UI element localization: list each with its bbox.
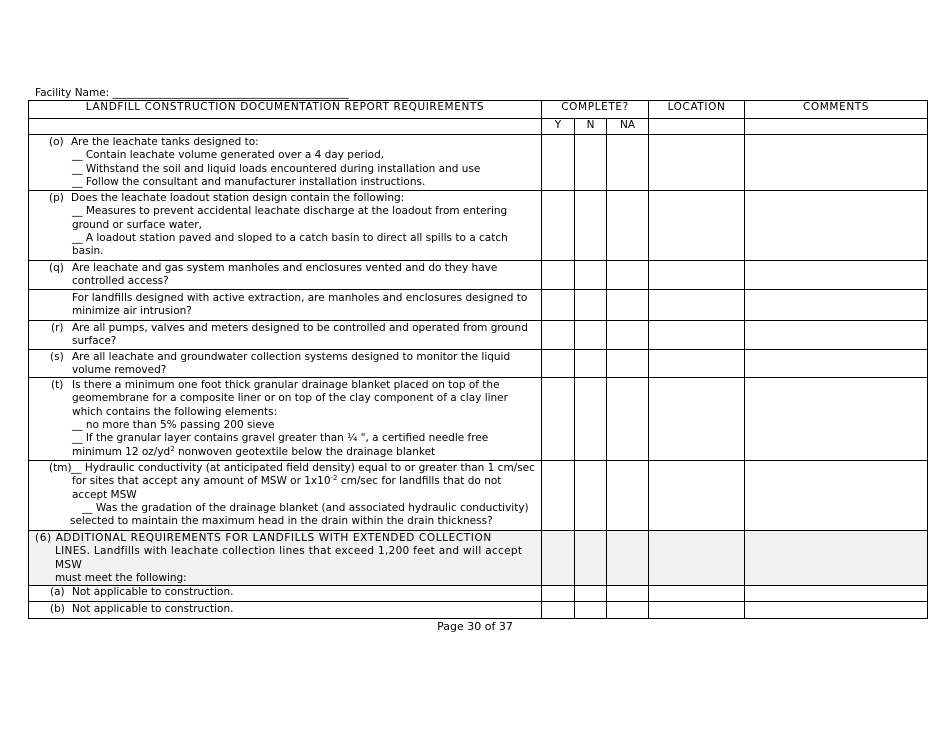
sub-item: __ Withstand the soil and liquid loads encountered during installation and use: [72, 162, 481, 175]
sub-item-cont: basin.: [72, 245, 104, 258]
y-checkbox[interactable]: [542, 586, 575, 602]
na-checkbox[interactable]: [607, 586, 649, 602]
sub-item: __ no more than 5% passing 200 sieve: [72, 419, 275, 432]
location-cell[interactable]: [649, 602, 745, 619]
na-checkbox[interactable]: [607, 321, 649, 350]
requirement-b: [29, 602, 542, 619]
header-row: [29, 101, 928, 119]
location-cell[interactable]: [649, 586, 745, 602]
table-row: [29, 290, 928, 321]
geotextile-text: minimum 12 oz/yd: [72, 445, 171, 458]
na-checkbox[interactable]: [607, 349, 649, 378]
requirement-text: accept MSW: [72, 488, 137, 501]
requirement-text: __ Hydraulic conductivity (at anticipated field density) equal to or greater than 1 cm/sec: [71, 462, 535, 475]
n-checkbox[interactable]: [575, 602, 607, 619]
n-checkbox[interactable]: [575, 135, 607, 191]
item-label: (p): [49, 192, 64, 204]
comments-cell[interactable]: [745, 135, 928, 191]
requirement-p: [29, 191, 542, 261]
section-text: LINES. Landfills with leachate collection lines that exceed 1,200 feet and will accept MSW: [55, 545, 523, 571]
requirement-tm: [29, 461, 542, 531]
subheader-blank: [29, 119, 542, 135]
item-label: (tm): [49, 462, 72, 475]
na-checkbox[interactable]: [607, 135, 649, 191]
sub-item-cont: ground or surface water,: [72, 218, 202, 231]
n-checkbox[interactable]: [575, 290, 607, 321]
location-cell[interactable]: [649, 378, 745, 461]
facility-name-field: [35, 87, 349, 99]
requirement-t: [29, 378, 542, 461]
y-checkbox[interactable]: [542, 135, 575, 191]
location-cell[interactable]: [649, 191, 745, 261]
requirement-a: [29, 586, 542, 602]
superscript: -2: [330, 474, 338, 483]
y-checkbox[interactable]: [542, 261, 575, 290]
na-checkbox[interactable]: [607, 602, 649, 619]
requirement-text: which contains the following elements:: [72, 405, 278, 418]
conductivity-text: for sites that accept any amount of MSW or 1x10: [72, 475, 331, 488]
requirement-text: Not applicable to construction.: [72, 603, 234, 616]
requirement-q: [29, 261, 542, 290]
superscript: 2: [170, 444, 175, 453]
comments-cell[interactable]: [745, 191, 928, 261]
subheader-n: N: [575, 119, 607, 135]
table-row: [29, 349, 928, 378]
requirement-text: selected to maintain the maximum head in the drain within the drain thickness?: [70, 515, 493, 528]
sub-item-cont: [72, 446, 535, 459]
table-row: [29, 378, 928, 461]
item-label: (q): [49, 262, 64, 274]
geotextile-text-end: nonwoven geotextile below the drainage blanket: [174, 445, 436, 458]
location-cell[interactable]: [649, 290, 745, 321]
subheader-location-blank: [649, 119, 745, 135]
na-checkbox[interactable]: [607, 461, 649, 531]
location-cell[interactable]: [649, 349, 745, 378]
facility-name-blank: _____________________________________________: [112, 87, 349, 99]
y-checkbox[interactable]: [542, 349, 575, 378]
requirement-text: minimize air intrusion?: [72, 305, 192, 318]
section-row: [29, 531, 928, 586]
n-checkbox[interactable]: [575, 191, 607, 261]
requirement-s: [29, 349, 542, 378]
comments-cell[interactable]: [745, 586, 928, 602]
subheader-na: NA: [607, 119, 649, 135]
section-text: must meet the following:: [55, 572, 187, 585]
header-complete: COMPLETE?: [542, 101, 649, 119]
subheader-comments-blank: [745, 119, 928, 135]
comments-cell[interactable]: [745, 321, 928, 350]
y-checkbox: [542, 531, 575, 586]
page-number: Page 30 of 37: [437, 620, 513, 633]
requirement-o: [29, 135, 542, 191]
n-checkbox[interactable]: [575, 586, 607, 602]
table-row: [29, 191, 928, 261]
comments-cell: [745, 531, 928, 586]
sub-item: __ Contain leachate volume generated over a 4 day period,: [72, 149, 385, 162]
item-label: (r): [51, 322, 64, 334]
na-checkbox[interactable]: [607, 191, 649, 261]
comments-cell[interactable]: [745, 461, 928, 531]
n-checkbox[interactable]: [575, 461, 607, 531]
requirement-text: Are all pumps, valves and meters designed to be controlled and operated from ground: [72, 322, 528, 334]
requirement-text: surface?: [72, 335, 117, 348]
requirement-text: Are the leachate tanks designed to:: [71, 136, 259, 148]
location-cell: [649, 531, 745, 586]
comments-cell[interactable]: [745, 349, 928, 378]
requirements-table: [28, 100, 928, 619]
na-checkbox[interactable]: [607, 290, 649, 321]
y-checkbox[interactable]: [542, 461, 575, 531]
requirement-q-active-extraction: [29, 290, 542, 321]
y-checkbox[interactable]: [542, 602, 575, 619]
table-row: [29, 135, 928, 191]
table-row: [29, 321, 928, 350]
requirement-text: Is there a minimum one foot thick granular drainage blanket placed on top of the: [72, 379, 500, 392]
sub-item: __ Measures to prevent accidental leachate discharge at the loadout from entering: [72, 205, 508, 218]
facility-name-label: Facility Name:: [35, 87, 110, 99]
comments-cell[interactable]: [745, 261, 928, 290]
requirement-text: Are leachate and gas system manholes and enclosures vented and do they have: [72, 262, 498, 274]
header-location: LOCATION: [649, 101, 745, 119]
table-row: [29, 586, 928, 602]
sub-item: __ If the granular layer contains gravel greater than ¼ ", a certified needle free: [72, 432, 489, 445]
conductivity-text-end: cm/sec for landfills that do not: [337, 475, 502, 488]
table-row: [29, 261, 928, 290]
sub-item: __ Follow the consultant and manufacturer installation instructions.: [72, 175, 426, 188]
n-checkbox[interactable]: [575, 261, 607, 290]
na-checkbox[interactable]: [607, 378, 649, 461]
na-checkbox: [607, 531, 649, 586]
location-cell[interactable]: [649, 261, 745, 290]
item-label: (o): [49, 136, 64, 148]
requirement-r: [29, 321, 542, 350]
header-comments: COMMENTS: [745, 101, 928, 119]
location-cell[interactable]: [649, 461, 745, 531]
item-label: (t): [51, 379, 64, 392]
requirement-text: controlled access?: [72, 275, 169, 288]
location-cell[interactable]: [649, 321, 745, 350]
section-6-heading: [29, 531, 542, 586]
requirement-text: For landfills designed with active extraction, are manholes and enclosures designed to: [72, 292, 528, 304]
subheader-y: Y: [542, 119, 575, 135]
item-label: (s): [50, 350, 64, 363]
y-checkbox[interactable]: [542, 378, 575, 461]
location-cell[interactable]: [649, 135, 745, 191]
n-checkbox[interactable]: [575, 321, 607, 350]
header-requirements: LANDFILL CONSTRUCTION DOCUMENTATION REPORT REQUIREMENTS: [29, 101, 542, 119]
y-checkbox[interactable]: [542, 321, 575, 350]
table-row: [29, 461, 928, 531]
item-label: (b): [50, 603, 65, 616]
item-label: (a): [50, 586, 65, 599]
subheader-row: [29, 119, 928, 135]
table-row: [29, 602, 928, 619]
sub-item: __ Was the gradation of the drainage blanket (and associated hydraulic conductivity): [82, 502, 529, 515]
requirement-text: geomembrane for a composite liner or on top of the clay component of a clay liner: [72, 392, 508, 405]
na-checkbox[interactable]: [607, 261, 649, 290]
n-checkbox: [575, 531, 607, 586]
requirement-text: Are all leachate and groundwater collection systems designed to monitor the liquid: [72, 350, 511, 363]
comments-cell[interactable]: [745, 378, 928, 461]
requirement-text: volume removed?: [72, 363, 167, 376]
comments-cell[interactable]: [745, 290, 928, 321]
requirement-text: [72, 475, 535, 488]
section-title: (6) ADDITIONAL REQUIREMENTS FOR LANDFILLS WITH EXTENDED COLLECTION: [35, 532, 492, 545]
y-checkbox[interactable]: [542, 290, 575, 321]
n-checkbox[interactable]: [575, 378, 607, 461]
comments-cell[interactable]: [745, 602, 928, 619]
n-checkbox[interactable]: [575, 349, 607, 378]
requirement-text: Not applicable to construction.: [72, 586, 234, 599]
sub-item: __ A loadout station paved and sloped to a catch basin to direct all spills to a catch: [72, 231, 508, 244]
requirement-text: Does the leachate loadout station design contain the following:: [71, 192, 405, 204]
